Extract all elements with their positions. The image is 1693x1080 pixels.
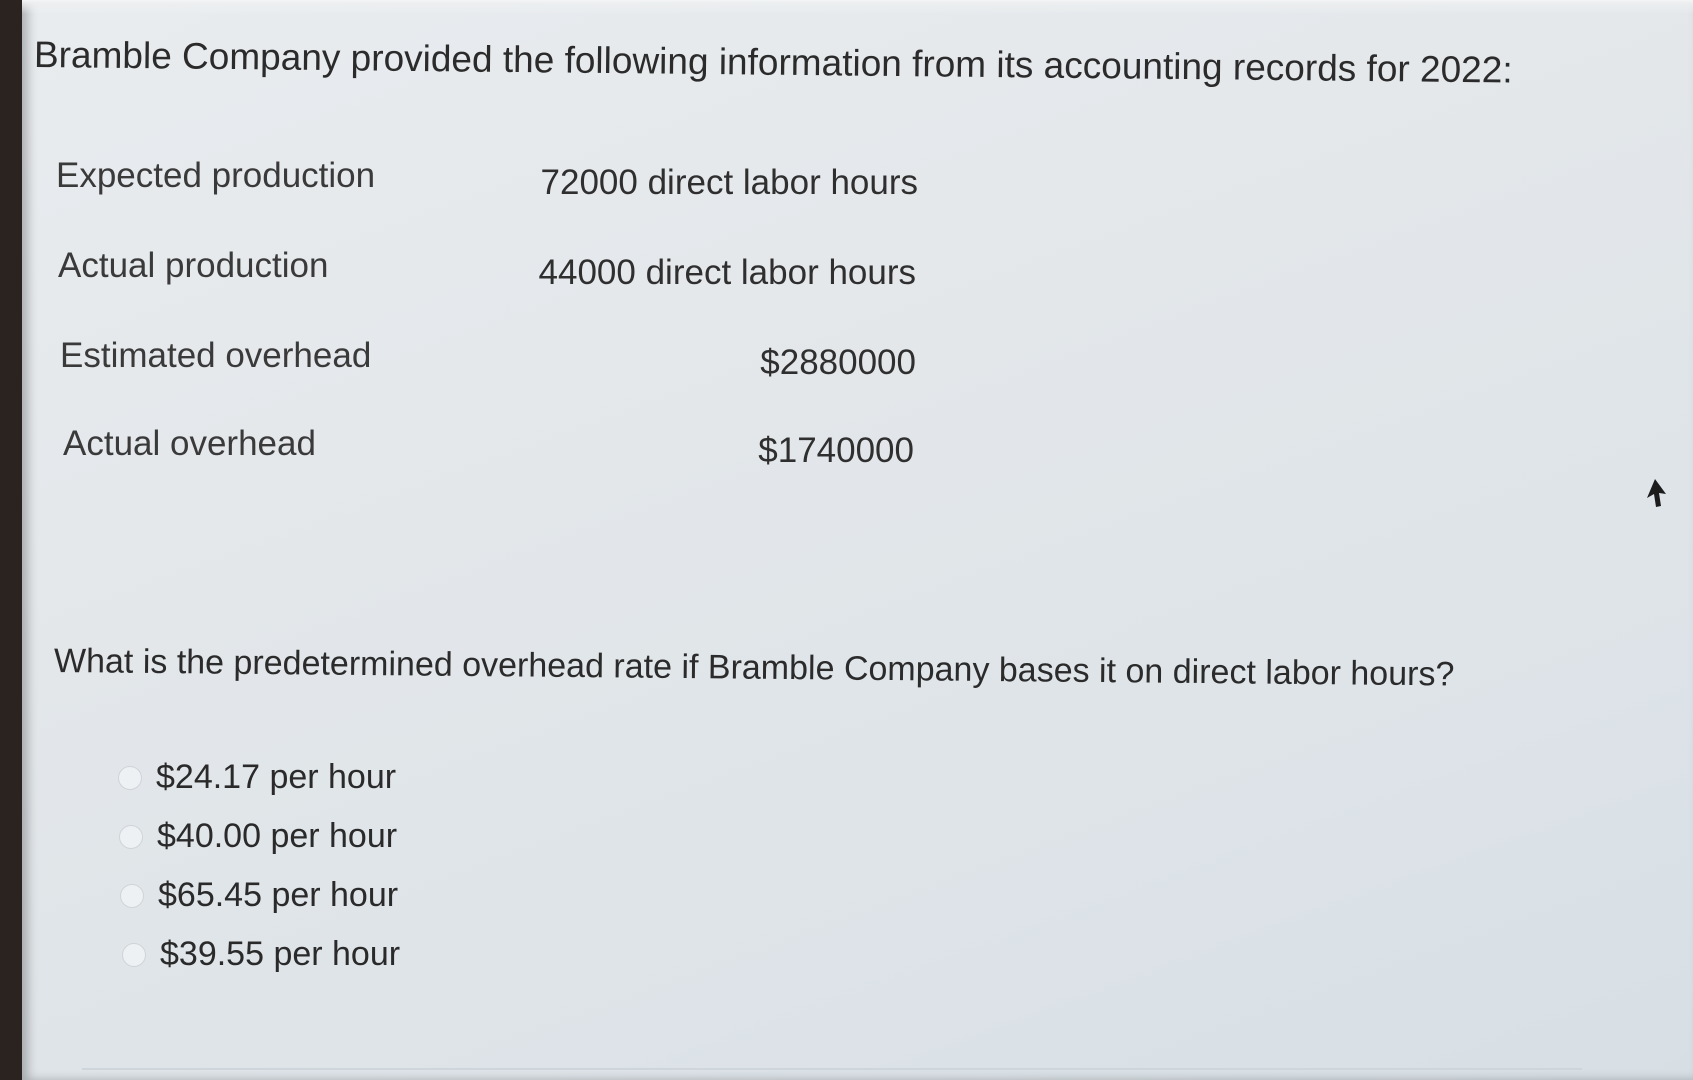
radio-button-option-2[interactable]	[119, 825, 143, 849]
radio-button-option-4[interactable]	[122, 943, 146, 967]
screen	[22, 0, 1693, 1080]
mouse-pointer-icon	[1642, 478, 1668, 508]
option-label-3: $65.45 per hour	[158, 876, 399, 914]
info-value-actual-production: 44000 direct labor hours	[538, 253, 916, 292]
radio-button-option-1[interactable]	[118, 766, 142, 790]
answer-option-4[interactable]	[122, 935, 400, 974]
answer-option-2[interactable]	[119, 817, 397, 856]
question-prompt: What is the predetermined overhead rate if Bramble Company bases it on direct labor hours?	[53, 642, 1455, 694]
option-label-1: $24.17 per hour	[156, 758, 397, 796]
option-label-2: $40.00 per hour	[157, 817, 398, 855]
info-value-actual-overhead: $1740000	[758, 431, 914, 470]
info-label-actual-production: Actual production	[58, 246, 329, 285]
info-value-expected-production: 72000 direct labor hours	[540, 163, 918, 202]
info-label-estimated-overhead: Estimated overhead	[60, 336, 372, 375]
answer-option-3[interactable]	[120, 876, 398, 915]
divider	[82, 1068, 1582, 1070]
info-value-estimated-overhead: $2880000	[760, 343, 916, 382]
answer-option-1[interactable]	[118, 758, 396, 797]
info-label-expected-production: Expected production	[56, 156, 376, 195]
radio-button-option-3[interactable]	[120, 884, 144, 908]
question-intro: Bramble Company provided the following information from its accounting records for 2022:	[33, 34, 1513, 91]
option-label-4: $39.55 per hour	[160, 935, 401, 973]
info-label-actual-overhead: Actual overhead	[63, 424, 316, 463]
